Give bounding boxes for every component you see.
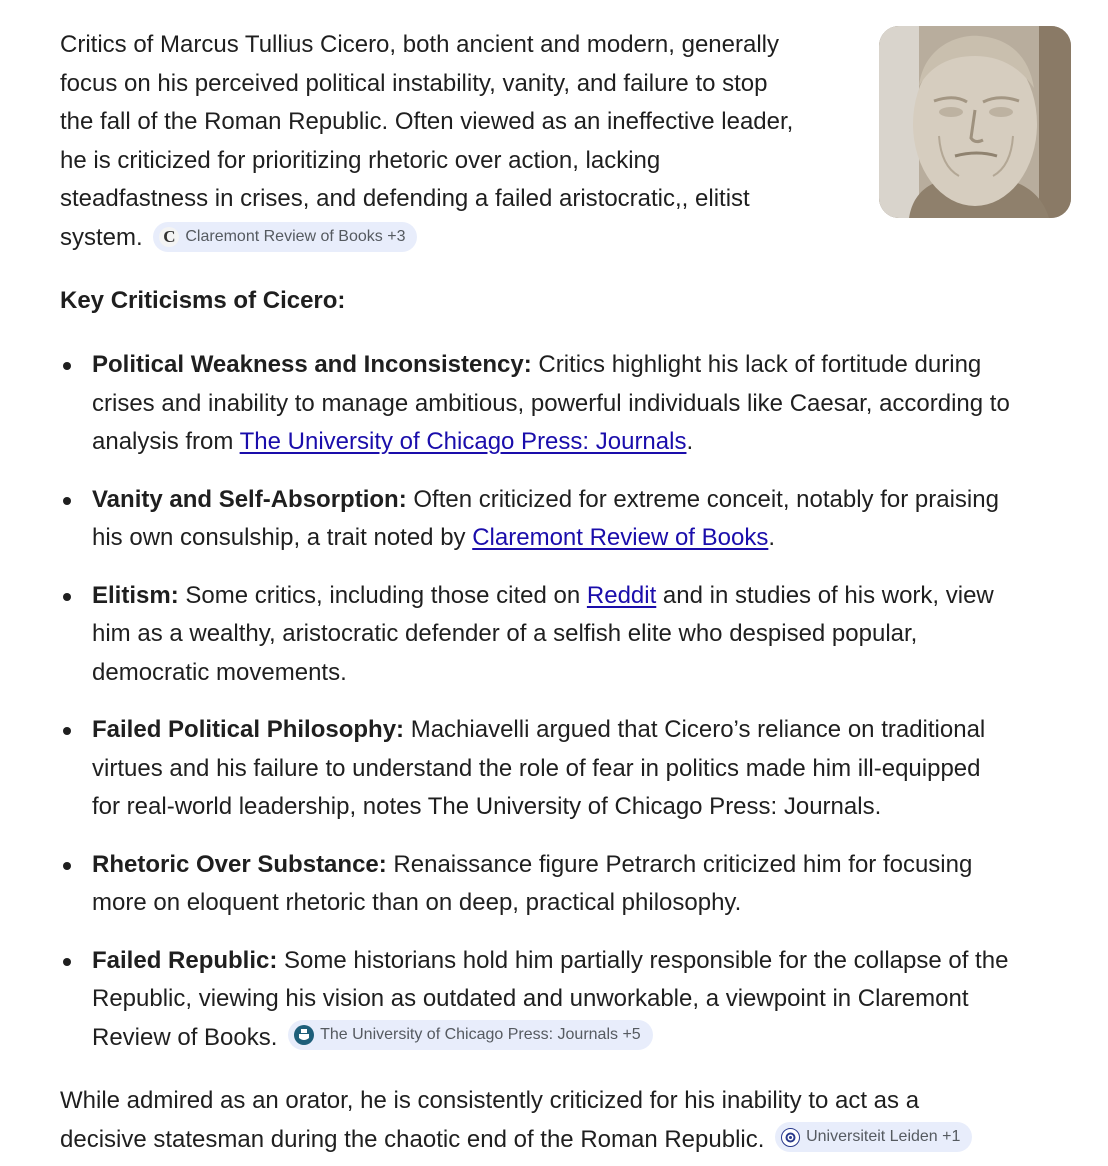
claremont-c-icon: C bbox=[159, 227, 179, 247]
citation-label: The University of Chicago Press: Journals +5 bbox=[320, 1025, 641, 1043]
list-item: Rhetoric Over Substance: Renaissance figure Petrarch criticized him for focusing more on eloquent rhetoric than on deep, practical philosophy. bbox=[60, 846, 1080, 923]
item-title: Failed Republic: bbox=[92, 946, 278, 974]
citation-chip-claremont[interactable] bbox=[153, 222, 417, 252]
criticisms-list bbox=[60, 346, 1080, 1076]
chicago-press-icon bbox=[294, 1025, 314, 1045]
list-item: Political Weakness and Inconsistency: Critics highlight his lack of fortitude during crises and inability to manage ambitious, powerful individuals like Caesar, according to analysis from The University of Chicago Press: Journals. bbox=[60, 346, 1080, 462]
ai-overview-content bbox=[60, 26, 1080, 1153]
closing-paragraph: While admired as an orator, he is consistently criticized for his inability to act as a decisive statesman during the chaotic end of the Roman Republic. Universiteit Leiden +1 bbox=[60, 1082, 1080, 1159]
intro-section bbox=[60, 26, 1080, 257]
intro-paragraph: Critics of Marcus Tullius Cicero, both ancient and modern, generally focus on his perceived political instability, vanity, and failure to stop the fall of the Roman Republic. Often viewed as an ineffective leader, he is criticized for prioritizing rhetoric over action, lacking steadfastness in crises, and defending a failed aristocratic,, elitist system. C Claremont Review of Books +3 bbox=[60, 31, 794, 251]
item-title: Rhetoric Over Substance: bbox=[92, 850, 387, 878]
link-claremont-review[interactable]: Claremont Review of Books bbox=[472, 524, 769, 551]
citation-label: Universiteit Leiden +1 bbox=[806, 1128, 961, 1145]
item-title: Political Weakness and Inconsistency: bbox=[92, 351, 532, 378]
link-chicago-press[interactable]: The University of Chicago Press: Journals bbox=[239, 428, 687, 455]
list-item: Failed Republic: Some historians hold him partially responsible for the collapse of the Republic, viewing his vision as outdated and unworkable, a viewpoint in Claremont Review of Books. The University of Chicago Press: Journals +5 bbox=[60, 942, 1080, 1058]
leiden-seal-icon bbox=[781, 1128, 800, 1147]
list-item: Elitism: Some critics, including those cited on Reddit and in studies of his work, view him as a wealthy, aristocratic defender of a selfish elite who despised popular, democratic movements. bbox=[60, 577, 1080, 693]
cicero-bust-image[interactable] bbox=[879, 26, 1071, 218]
list-item: Vanity and Self-Absorption: Often criticized for extreme conceit, notably for praising his own consulship, a trait noted by Claremont Review of Books. bbox=[60, 481, 1080, 558]
citation-chip-chicago-press[interactable] bbox=[288, 1020, 653, 1050]
bust-illustration bbox=[879, 26, 1071, 218]
item-title: Failed Political Philosophy: bbox=[92, 716, 405, 743]
item-title: Vanity and Self-Absorption: bbox=[92, 485, 407, 513]
list-item: Failed Political Philosophy: Machiavelli argued that Cicero’s reliance on traditional virtues and his failure to understand the role of fear in politics made him ill-equipped for real-world leadership, notes The University of Chicago Press: Journals. bbox=[60, 711, 1080, 827]
item-title: Elitism: bbox=[92, 581, 179, 609]
link-reddit[interactable]: Reddit bbox=[586, 581, 657, 609]
citation-label: Claremont Review of Books +3 bbox=[185, 227, 406, 245]
section-heading: Key Criticisms of Cicero: bbox=[60, 287, 346, 314]
citation-chip-leiden[interactable] bbox=[775, 1122, 972, 1152]
